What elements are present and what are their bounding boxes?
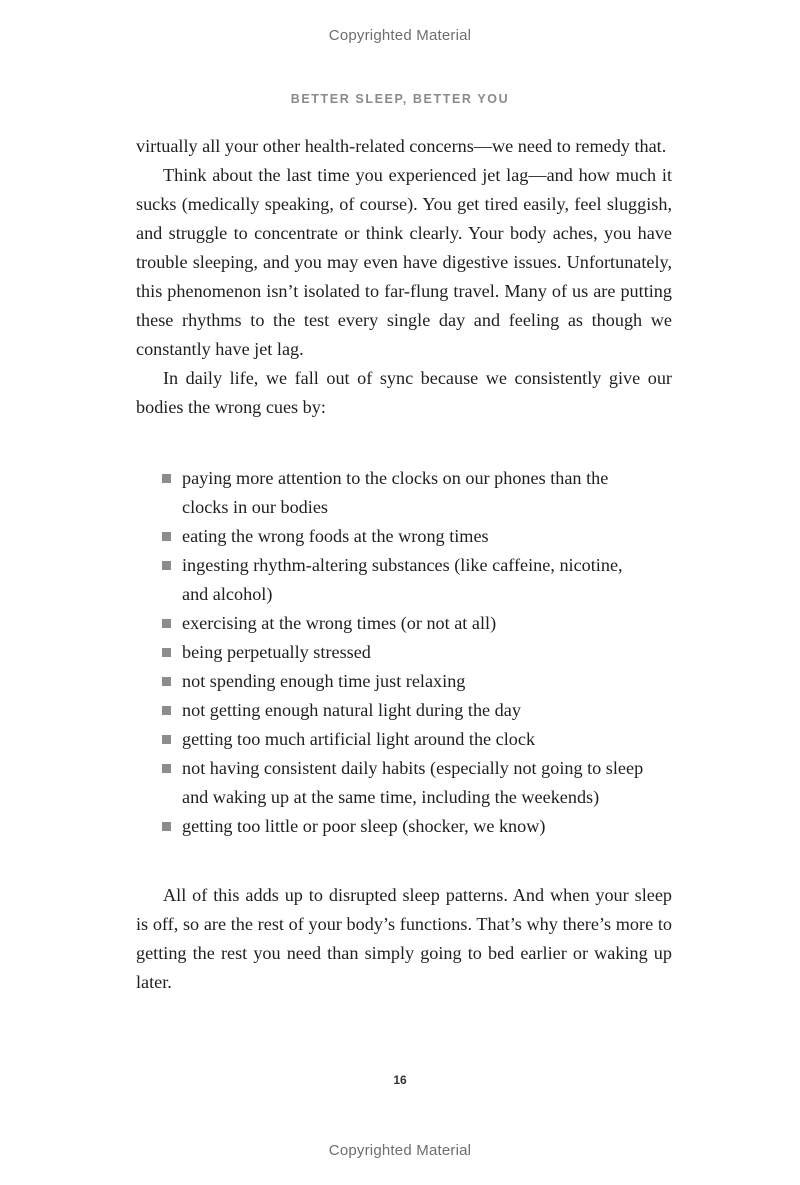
square-bullet-icon [162,677,171,686]
wrong-cues-list [136,464,672,841]
list-item: not getting enough natural light during the day [162,696,652,725]
square-bullet-icon [162,474,171,483]
list-item: being perpetually stressed [162,638,652,667]
square-bullet-icon [162,706,171,715]
square-bullet-icon [162,822,171,831]
list-item: not having consistent daily habits (especially not going to sleep and waking up at the same time, including the weekends) [162,754,652,812]
running-head: BETTER SLEEP, BETTER YOU [290,92,510,106]
copyright-watermark-bottom: Copyrighted Material [328,1142,472,1159]
page-number: 16 [393,1073,407,1087]
list-item: exercising at the wrong times (or not at all) [162,609,652,638]
square-bullet-icon [162,561,171,570]
list-item: getting too much artificial light around the clock [162,725,652,754]
square-bullet-icon [162,532,171,541]
list-item: getting too little or poor sleep (shocker, we know) [162,812,652,841]
list-item: ingesting rhythm-altering substances (like caffeine, nicotine, and alcohol) [162,551,652,609]
paragraph-summary: All of this adds up to disrupted sleep patterns. And when your sleep is off, so are the rest of your body’s functions. That’s why there’s more to getting the rest you need than simply going to bed earlier or waking up later. [136,885,672,992]
square-bullet-icon [162,648,171,657]
square-bullet-icon [162,619,171,628]
square-bullet-icon [162,735,171,744]
paragraph-continued: virtually all your other health-related concerns—we need to remedy that. [136,136,667,156]
list-item: not spending enough time just relaxing [162,667,652,696]
page-body [136,132,672,997]
square-bullet-icon [162,764,171,773]
paragraph-daily-life: In daily life, we fall out of sync because we consistently give our bodies the wrong cues by: [136,368,672,417]
paragraph-jet-lag: Think about the last time you experienced jet lag—and how much it sucks (medically speaking, of course). You get tired easily, feel sluggish, and struggle to concentrate or think clearly. Your body aches, you have trouble sleeping, and you may even have digestive issues. Unfortunately, this phenomenon isn’t isolated to far-flung travel. Many of us are putting these rhythms to the test every single day and feeling as though we constantly have jet lag. [136,165,672,359]
list-item: eating the wrong foods at the wrong times [162,522,652,551]
list-item: paying more attention to the clocks on our phones than the clocks in our bodies [162,464,652,522]
copyright-watermark-top: Copyrighted Material [328,27,472,44]
